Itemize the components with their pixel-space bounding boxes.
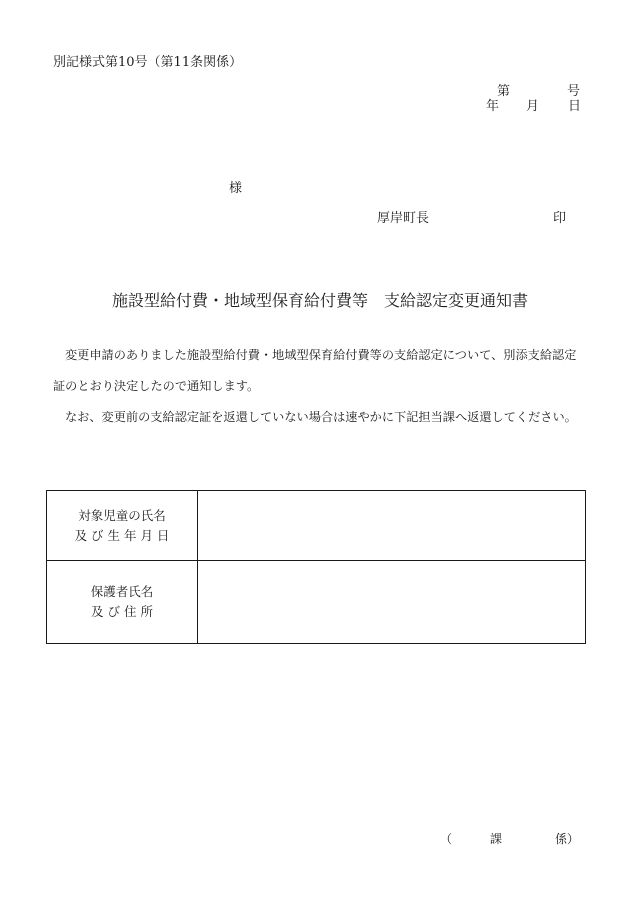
guardian-label-cell bbox=[47, 561, 198, 644]
form-number: 別記様式第10号（第11条関係） bbox=[53, 55, 243, 70]
child-label-cell bbox=[47, 491, 198, 561]
date-month: 月 bbox=[526, 99, 540, 114]
paragraph2: なお、変更前の支給認定証を返還していない場合は速やかに下記担当課へ返還してください。 bbox=[65, 410, 577, 424]
child-value-cell bbox=[198, 491, 586, 561]
guardian-value-cell bbox=[198, 561, 586, 644]
number-suffix: 号 bbox=[567, 84, 581, 99]
addressee-honorific: 様 bbox=[229, 181, 243, 196]
sender-title: 厚岸町長 bbox=[377, 211, 430, 226]
child-label-line2: 及 び 生 年 月 日 bbox=[74, 527, 170, 543]
date-day: 日 bbox=[568, 99, 582, 114]
seal-mark: 印 bbox=[553, 211, 567, 226]
guardian-label-line1: 保護者氏名 bbox=[90, 584, 154, 599]
date-year: 年 bbox=[486, 99, 500, 114]
contact-section-label: 課 bbox=[490, 832, 503, 846]
info-table bbox=[46, 490, 586, 644]
table-row-guardian bbox=[47, 561, 586, 644]
number-prefix: 第 bbox=[497, 84, 511, 99]
child-label-line1: 対象児童の氏名 bbox=[78, 507, 166, 523]
table-row-child bbox=[47, 491, 586, 561]
contact-subsection-label: 係） bbox=[555, 832, 580, 846]
contact-open-paren: （ bbox=[440, 832, 453, 846]
guardian-label-line2: 及 び 住 所 bbox=[91, 604, 153, 619]
paragraph1-line1: 変更申請のありました施設型給付費・地域型保育給付費等の支給認定について、別添支給認定 bbox=[65, 348, 577, 362]
document-title: 施設型給付費・地域型保育給付費等 支給認定変更通知書 bbox=[112, 291, 529, 310]
paragraph1-line2: 証のとおり決定したので通知します。 bbox=[53, 379, 260, 393]
